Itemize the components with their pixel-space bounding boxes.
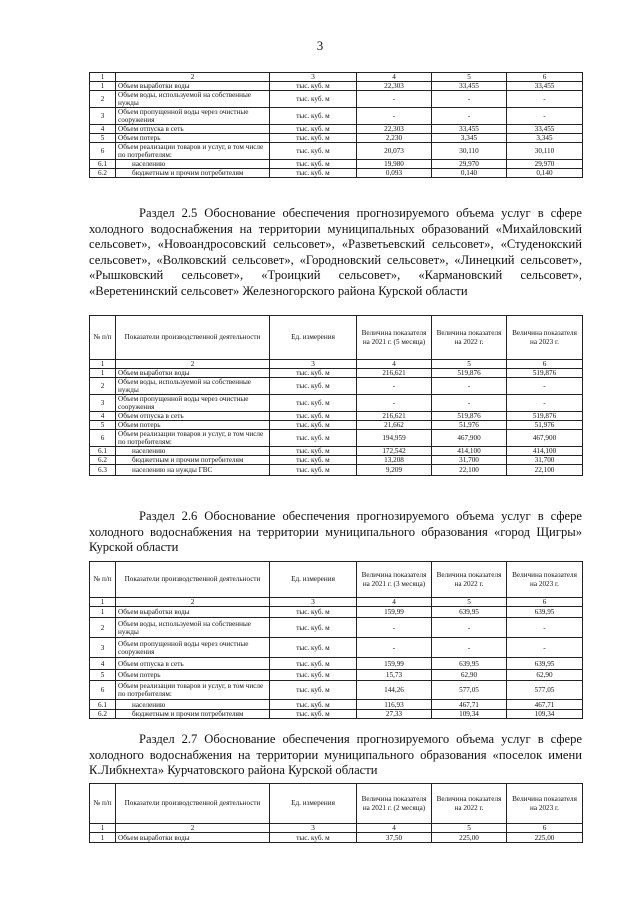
row-unit: тыс. куб. м xyxy=(270,638,357,658)
row-value-2023: 414,100 xyxy=(507,447,583,456)
row-number: 1 xyxy=(90,369,116,378)
row-value-2021: - xyxy=(357,638,432,658)
row-value-2021: - xyxy=(357,108,432,125)
row-value-2023: 29,970 xyxy=(507,160,583,169)
table-row xyxy=(90,430,583,447)
row-number: 4 xyxy=(90,125,116,134)
row-unit: тыс. куб. м xyxy=(270,108,357,125)
row-number: 6.2 xyxy=(90,710,116,719)
row-value-2022: 31,700 xyxy=(432,456,507,465)
row-unit: тыс. куб. м xyxy=(270,378,357,395)
row-value-2023: 62,90 xyxy=(507,670,583,681)
row-indicator: Объем выработки воды xyxy=(116,833,270,843)
row-number: 1 xyxy=(90,82,116,91)
table-row xyxy=(90,125,583,134)
row-unit: тыс. куб. м xyxy=(270,700,357,710)
table-colnums: 1 2 3 4 5 6 xyxy=(90,360,583,369)
section-2-7-table xyxy=(89,783,583,843)
table-row xyxy=(90,670,583,681)
row-unit: тыс. куб. м xyxy=(270,430,357,447)
row-value-2022: - xyxy=(432,378,507,395)
table-header: № п/п Показатели производственной деятельности Ед. измерения Величина показателя на 2021 г. (3 месяца) Величина показателя на 2022 г. Величина показателя на 2023 г. xyxy=(90,562,583,598)
row-indicator: Объем отпуска в сеть xyxy=(116,125,270,134)
table-row xyxy=(90,412,583,421)
row-value-2022: 467,900 xyxy=(432,430,507,447)
row-indicator: населению xyxy=(116,447,270,456)
row-value-2022: 109,34 xyxy=(432,710,507,719)
row-number: 2 xyxy=(90,378,116,395)
row-indicator: Объем воды, используемой на собственные нужды xyxy=(116,618,270,638)
row-unit: тыс. куб. м xyxy=(270,607,357,618)
table-colnums: 1 2 3 4 5 6 xyxy=(90,824,583,833)
row-value-2021: - xyxy=(357,91,432,108)
row-value-2021: 159,99 xyxy=(357,658,432,670)
row-indicator: Объем потерь xyxy=(116,670,270,681)
row-number: 5 xyxy=(90,421,116,430)
row-value-2022: - xyxy=(432,91,507,108)
row-value-2022: 33,455 xyxy=(432,82,507,91)
row-unit: тыс. куб. м xyxy=(270,160,357,169)
row-number: 2 xyxy=(90,618,116,638)
row-value-2021: - xyxy=(357,618,432,638)
row-value-2021: 37,50 xyxy=(357,833,432,843)
row-value-2023: - xyxy=(507,638,583,658)
row-indicator: населению xyxy=(116,700,270,710)
row-value-2021: 194,959 xyxy=(357,430,432,447)
row-value-2021: 216,621 xyxy=(357,412,432,421)
table-header: № п/п Показатели производственной деятельности Ед. измерения Величина показателя на 2021 г. (5 месяца) Величина показателя на 2022 г. Величина показателя на 2023 г. xyxy=(90,316,583,360)
row-indicator: Объем пропущенной воды через очистные сооружения xyxy=(116,638,270,658)
table-row xyxy=(90,160,583,169)
table-row xyxy=(90,378,583,395)
row-number: 1 xyxy=(90,833,116,843)
row-value-2023: 577,05 xyxy=(507,681,583,700)
row-number: 4 xyxy=(90,658,116,670)
row-unit: тыс. куб. м xyxy=(270,710,357,719)
table-row xyxy=(90,369,583,378)
table-row xyxy=(90,169,583,178)
table-row xyxy=(90,91,583,108)
table-header: № п/п Показатели производственной деятельности Ед. измерения Величина показателя на 2021 г. (2 месяца) Величина показателя на 2022 г. Величина показателя на 2023 г. xyxy=(90,784,583,824)
row-value-2021: 15,73 xyxy=(357,670,432,681)
row-unit: тыс. куб. м xyxy=(270,465,357,476)
row-value-2021: 21,662 xyxy=(357,421,432,430)
table-row xyxy=(90,700,583,710)
row-value-2022: 467,71 xyxy=(432,700,507,710)
row-value-2022: 51,976 xyxy=(432,421,507,430)
row-value-2021: 9,209 xyxy=(357,465,432,476)
row-unit: тыс. куб. м xyxy=(270,82,357,91)
row-indicator: Объем отпуска в сеть xyxy=(116,658,270,670)
row-number: 6.1 xyxy=(90,447,116,456)
row-value-2023: 30,110 xyxy=(507,143,583,160)
row-number: 3 xyxy=(90,395,116,412)
row-number: 6.2 xyxy=(90,456,116,465)
row-number: 6.1 xyxy=(90,160,116,169)
row-indicator: Объем отпуска в сеть xyxy=(116,412,270,421)
row-number: 4 xyxy=(90,412,116,421)
table-row xyxy=(90,395,583,412)
row-value-2022: 639,95 xyxy=(432,607,507,618)
row-value-2021: 27,33 xyxy=(357,710,432,719)
top-table-colnums: 1 2 3 4 5 6 xyxy=(90,73,583,82)
row-value-2023: - xyxy=(507,108,583,125)
row-value-2021: 13,208 xyxy=(357,456,432,465)
row-indicator: Объем воды, используемой на собственные нужды xyxy=(116,378,270,395)
row-value-2022: 30,110 xyxy=(432,143,507,160)
row-unit: тыс. куб. м xyxy=(270,91,357,108)
row-value-2021: 19,980 xyxy=(357,160,432,169)
row-indicator: Объем воды, используемой на собственные нужды xyxy=(116,91,270,108)
row-value-2023: - xyxy=(507,378,583,395)
row-indicator: бюджетным и прочим потребителям xyxy=(116,169,270,178)
row-value-2023: 3,345 xyxy=(507,134,583,143)
row-value-2021: 0,093 xyxy=(357,169,432,178)
row-value-2021: 2,230 xyxy=(357,134,432,143)
row-number: 5 xyxy=(90,134,116,143)
row-value-2023: 639,95 xyxy=(507,658,583,670)
row-value-2022: 639,95 xyxy=(432,658,507,670)
row-value-2023: 22,100 xyxy=(507,465,583,476)
row-value-2021: 22,303 xyxy=(357,82,432,91)
row-number: 6 xyxy=(90,430,116,447)
row-value-2023: 31,700 xyxy=(507,456,583,465)
row-indicator: бюджетным и прочим потребителям xyxy=(116,456,270,465)
row-unit: тыс. куб. м xyxy=(270,618,357,638)
page-number: 3 xyxy=(316,38,324,53)
table-row xyxy=(90,143,583,160)
row-value-2023: 519,876 xyxy=(507,369,583,378)
row-unit: тыс. куб. м xyxy=(270,833,357,843)
section-2-6-table xyxy=(89,561,583,719)
section-2-5-heading: Раздел 2.5 Обоснование обеспечения прогнозируемого объема услуг в сфере холодного водоснабжения на территории муниципальных образований «Михайловский сельсовет», «Новоандросовский сельсовет», «Разветьевский сельсовет», «Студенокский сельсовет», «Волковский сельсовет», «Городновский сельсовет», «Линецкий сельсовет», «Рышковский сельсовет», «Троицкий сельсовет», «Кармановский сельсовет», «Веретенинский сельсовет» Железногорского района Курской области xyxy=(89,206,582,298)
row-value-2022: 577,05 xyxy=(432,681,507,700)
row-number: 3 xyxy=(90,638,116,658)
row-unit: тыс. куб. м xyxy=(270,125,357,134)
row-indicator: Объем выработки воды xyxy=(116,369,270,378)
row-number: 6.3 xyxy=(90,465,116,476)
row-unit: тыс. куб. м xyxy=(270,369,357,378)
section-2-7-heading: Раздел 2.7 Обоснование обеспечения прогнозируемого объема услуг в сфере холодного водоснабжения на территории муниципального образования «поселок имени К.Либкнехта» Курчатовского района Курской области xyxy=(89,732,582,778)
row-value-2023: 33,455 xyxy=(507,125,583,134)
table-row xyxy=(90,82,583,91)
row-indicator: Объем потерь xyxy=(116,421,270,430)
row-value-2022: 225,00 xyxy=(432,833,507,843)
row-value-2023: 51,976 xyxy=(507,421,583,430)
row-value-2021: - xyxy=(357,378,432,395)
top-table xyxy=(89,72,583,178)
row-unit: тыс. куб. м xyxy=(270,134,357,143)
row-value-2023: - xyxy=(507,91,583,108)
table-row xyxy=(90,134,583,143)
row-indicator: населению на нужды ГВС xyxy=(116,465,270,476)
row-indicator: Объем потерь xyxy=(116,134,270,143)
row-value-2023: 33,455 xyxy=(507,82,583,91)
section-2-6-heading: Раздел 2.6 Обоснование обеспечения прогнозируемого объема услуг в сфере холодного водоснабжения на территории муниципального образования «город Щигры» Курской области xyxy=(89,509,582,555)
row-value-2023: 0,140 xyxy=(507,169,583,178)
table-row xyxy=(90,681,583,700)
row-indicator: Объем пропущенной воды через очистные сооружения xyxy=(116,395,270,412)
row-value-2021: 116,93 xyxy=(357,700,432,710)
row-value-2022: 29,970 xyxy=(432,160,507,169)
row-indicator: Объем выработки воды xyxy=(116,82,270,91)
section-2-5-table xyxy=(89,315,583,476)
row-number: 1 xyxy=(90,607,116,618)
row-number: 6.2 xyxy=(90,169,116,178)
row-value-2021: 22,303 xyxy=(357,125,432,134)
row-value-2021: 172,542 xyxy=(357,447,432,456)
row-indicator: Объем реализации товаров и услуг, в том числе по потребителям: xyxy=(116,143,270,160)
row-unit: тыс. куб. м xyxy=(270,447,357,456)
row-indicator: населению xyxy=(116,160,270,169)
row-value-2023: - xyxy=(507,618,583,638)
row-number: 6 xyxy=(90,143,116,160)
row-value-2021: 20,073 xyxy=(357,143,432,160)
row-value-2022: 519,876 xyxy=(432,369,507,378)
row-value-2022: 62,90 xyxy=(432,670,507,681)
table-row xyxy=(90,833,583,843)
row-indicator: Объем выработки воды xyxy=(116,607,270,618)
row-indicator: Объем реализации товаров и услуг, в том числе по потребителям: xyxy=(116,681,270,700)
row-indicator: Объем реализации товаров и услуг, в том числе по потребителям: xyxy=(116,430,270,447)
table-colnums: 1 2 3 4 5 6 xyxy=(90,598,583,607)
row-unit: тыс. куб. м xyxy=(270,421,357,430)
row-value-2022: 33,455 xyxy=(432,125,507,134)
row-unit: тыс. куб. м xyxy=(270,658,357,670)
row-value-2021: 216,621 xyxy=(357,369,432,378)
row-number: 3 xyxy=(90,108,116,125)
row-unit: тыс. куб. м xyxy=(270,412,357,421)
table-row xyxy=(90,710,583,719)
row-value-2022: 22,100 xyxy=(432,465,507,476)
row-value-2023: 467,71 xyxy=(507,700,583,710)
row-value-2021: 144,26 xyxy=(357,681,432,700)
table-row xyxy=(90,108,583,125)
table-row xyxy=(90,607,583,618)
row-value-2022: - xyxy=(432,638,507,658)
table-row xyxy=(90,421,583,430)
row-number: 5 xyxy=(90,670,116,681)
row-number: 6.1 xyxy=(90,700,116,710)
table-row xyxy=(90,638,583,658)
row-value-2021: 159,99 xyxy=(357,607,432,618)
row-value-2023: 467,900 xyxy=(507,430,583,447)
row-unit: тыс. куб. м xyxy=(270,143,357,160)
row-number: 2 xyxy=(90,91,116,108)
row-value-2022: 519,876 xyxy=(432,412,507,421)
row-value-2022: 0,140 xyxy=(432,169,507,178)
row-indicator: бюджетным и прочим потребителям xyxy=(116,710,270,719)
row-indicator: Объем пропущенной воды через очистные сооружения xyxy=(116,108,270,125)
row-value-2022: 414,100 xyxy=(432,447,507,456)
table-row xyxy=(90,658,583,670)
row-unit: тыс. куб. м xyxy=(270,456,357,465)
table-row xyxy=(90,447,583,456)
row-number: 6 xyxy=(90,681,116,700)
table-row xyxy=(90,456,583,465)
row-value-2023: 109,34 xyxy=(507,710,583,719)
row-value-2023: 639,95 xyxy=(507,607,583,618)
row-value-2022: - xyxy=(432,108,507,125)
row-value-2023: 519,876 xyxy=(507,412,583,421)
row-value-2022: - xyxy=(432,618,507,638)
row-value-2023: 225,00 xyxy=(507,833,583,843)
row-value-2022: 3,345 xyxy=(432,134,507,143)
table-row xyxy=(90,465,583,476)
row-unit: тыс. куб. м xyxy=(270,670,357,681)
row-unit: тыс. куб. м xyxy=(270,169,357,178)
table-row xyxy=(90,618,583,638)
row-value-2021: - xyxy=(357,395,432,412)
row-unit: тыс. куб. м xyxy=(270,681,357,700)
row-value-2022: - xyxy=(432,395,507,412)
row-value-2023: - xyxy=(507,395,583,412)
row-unit: тыс. куб. м xyxy=(270,395,357,412)
